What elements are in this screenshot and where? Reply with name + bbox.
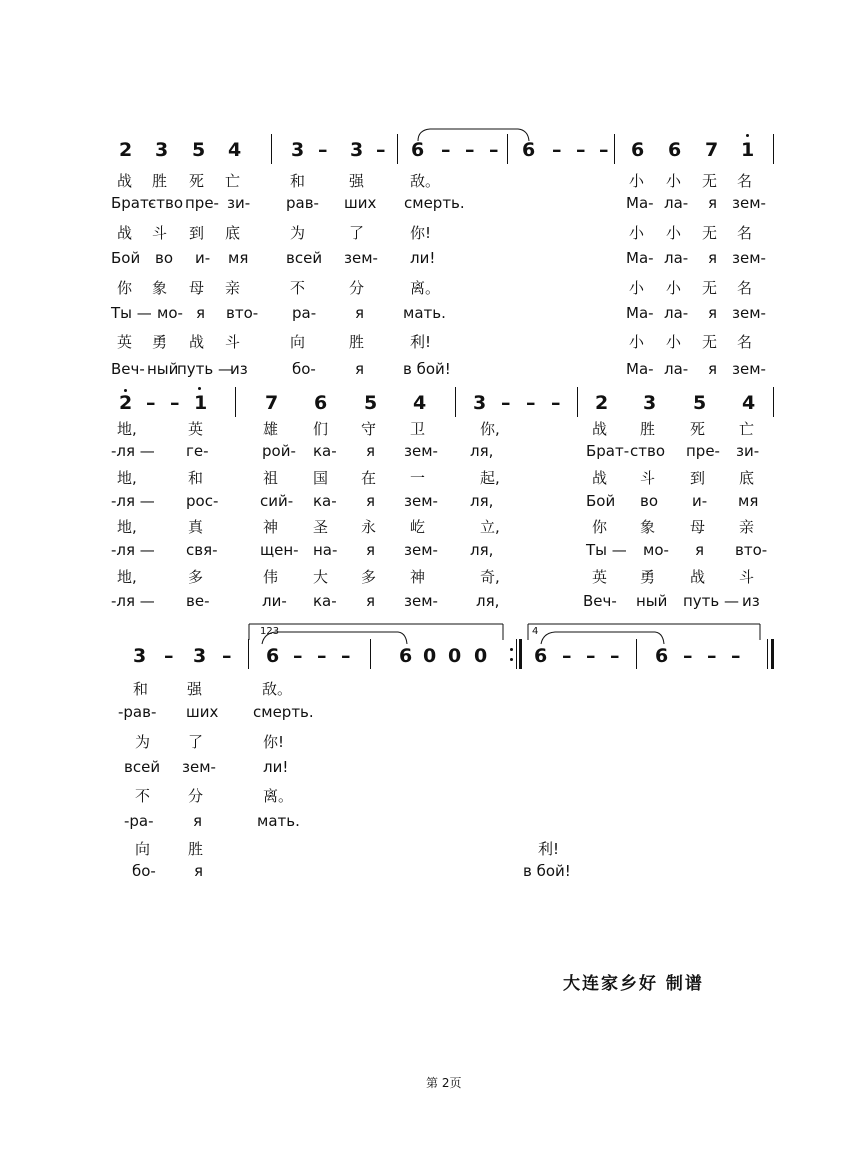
lyric: 地, xyxy=(117,469,137,487)
barline xyxy=(577,387,578,417)
note: – xyxy=(164,645,174,667)
lyric: ка- xyxy=(313,592,337,610)
note: – xyxy=(501,392,511,414)
lyric: 多 xyxy=(361,568,377,586)
lyric: я xyxy=(193,812,203,830)
lyric: ге- xyxy=(186,442,209,460)
lyric: 母 xyxy=(189,279,205,297)
lyric: 名 xyxy=(737,224,753,242)
note: 4 xyxy=(742,392,756,414)
note: 3 xyxy=(643,392,657,414)
note: – xyxy=(318,139,328,161)
lyric: зем- xyxy=(732,249,766,267)
lyric: и- xyxy=(692,492,708,510)
lyric: ших xyxy=(186,703,219,721)
note: – xyxy=(441,139,451,161)
lyric: 向 xyxy=(290,333,306,351)
lyric: я xyxy=(355,304,365,322)
lyric: бо- xyxy=(132,862,156,880)
barline xyxy=(370,639,371,669)
note: – xyxy=(731,645,741,667)
note: – xyxy=(146,392,156,414)
lyric: ли- xyxy=(262,592,287,610)
lyric: я xyxy=(708,249,718,267)
lyric: 立, xyxy=(480,518,500,536)
lyric: 胜 xyxy=(152,172,168,190)
lyric: я xyxy=(708,360,718,378)
lyric: 斗 xyxy=(739,568,755,586)
lyric: я xyxy=(708,304,718,322)
lyric: -ля — xyxy=(111,492,155,510)
note: – xyxy=(683,645,693,667)
lyric: я xyxy=(366,492,376,510)
lyric: ля, xyxy=(470,442,494,460)
lyric: 永 xyxy=(361,518,377,536)
lyric: зем- xyxy=(404,492,438,510)
lyric: 和 xyxy=(188,469,204,487)
volta-2-label: 4 xyxy=(532,626,539,637)
lyric: 敌。 xyxy=(262,680,293,698)
lyric: зем- xyxy=(404,541,438,559)
lyric: 小 xyxy=(629,224,645,242)
note: – xyxy=(293,645,303,667)
lyric: бо- xyxy=(292,360,316,378)
high-octave-dot xyxy=(746,134,749,137)
repeat-dot xyxy=(510,648,513,651)
note: 6 xyxy=(266,645,280,667)
note: 2 xyxy=(119,392,133,414)
final-barline-thick xyxy=(771,639,774,669)
lyric: мо- xyxy=(157,304,183,322)
lyric: всей xyxy=(124,758,161,776)
lyric: 圣 xyxy=(313,518,329,536)
lyric: Ма- xyxy=(626,360,654,378)
lyric: ла- xyxy=(664,249,689,267)
barline xyxy=(773,134,774,164)
lyric: -рав- xyxy=(118,703,157,721)
lyric: 小 xyxy=(666,333,682,351)
lyric: 战 xyxy=(189,333,205,351)
barline xyxy=(397,134,398,164)
lyric: мя xyxy=(228,249,249,267)
barline xyxy=(271,134,272,164)
barline xyxy=(636,639,637,669)
lyric: ла- xyxy=(664,194,689,212)
lyric: 敌。 xyxy=(410,172,441,190)
note: 4 xyxy=(228,139,242,161)
lyric: 你! xyxy=(410,224,432,242)
note: 4 xyxy=(413,392,427,414)
lyric: 象 xyxy=(152,279,168,297)
lyric: 不 xyxy=(135,787,151,805)
note: 3 xyxy=(155,139,169,161)
note: 1 xyxy=(194,392,208,414)
note: 0 xyxy=(474,645,488,667)
lyric: Бой xyxy=(586,492,616,510)
note: 3 xyxy=(133,645,147,667)
lyric: мо- xyxy=(643,541,669,559)
lyric: 胜 xyxy=(349,333,365,351)
barline xyxy=(614,134,615,164)
lyric: ли! xyxy=(410,249,436,267)
lyric: 和 xyxy=(133,680,149,698)
lyric: путь — xyxy=(683,592,740,610)
note: – xyxy=(222,645,232,667)
lyric: 伟 xyxy=(263,568,279,586)
lyric: 英 xyxy=(188,420,204,438)
lyric: 亲 xyxy=(225,279,241,297)
lyric: 分 xyxy=(349,279,365,297)
note: – xyxy=(489,139,499,161)
lyric: зем- xyxy=(732,194,766,212)
lyric: -ра- xyxy=(124,812,154,830)
note: – xyxy=(376,139,386,161)
lyric: 底 xyxy=(225,224,241,242)
lyric: 不 xyxy=(290,279,306,297)
lyric: 神 xyxy=(263,518,279,536)
repeat-dot xyxy=(510,658,513,661)
note: 2 xyxy=(595,392,609,414)
lyric: рав- xyxy=(286,194,319,212)
note: – xyxy=(465,139,475,161)
lyric: на- xyxy=(313,541,338,559)
lyric: 名 xyxy=(737,279,753,297)
lyric: 真 xyxy=(188,518,204,536)
note: 2 xyxy=(119,139,133,161)
lyric: Ты — xyxy=(111,304,152,322)
lyric: 名 xyxy=(737,333,753,351)
lyric: 底 xyxy=(739,469,755,487)
volta-1-label: 123 xyxy=(260,626,280,637)
lyric: пре- xyxy=(185,194,219,212)
lyric: рос- xyxy=(186,492,219,510)
note: – xyxy=(341,645,351,667)
note: 0 xyxy=(448,645,462,667)
note: 7 xyxy=(265,392,279,414)
lyric: 死 xyxy=(189,172,205,190)
note: 3 xyxy=(193,645,207,667)
lyric: зем- xyxy=(404,442,438,460)
lyric: 到 xyxy=(690,469,706,487)
lyric: смерть. xyxy=(253,703,314,721)
lyric: 小 xyxy=(629,333,645,351)
lyric: 死 xyxy=(690,420,706,438)
lyric: 亲 xyxy=(739,518,755,536)
lyric: 们 xyxy=(313,420,329,438)
lyric: 小 xyxy=(666,172,682,190)
lyric: Ты — xyxy=(586,541,627,559)
lyric: 战 xyxy=(117,224,133,242)
lyric: 战 xyxy=(690,568,706,586)
note: 6 xyxy=(655,645,669,667)
final-barline-thin xyxy=(767,639,768,669)
lyric: 了 xyxy=(188,733,204,751)
lyric: 利! xyxy=(410,333,432,351)
lyric: 向 xyxy=(135,840,151,858)
note: 7 xyxy=(705,139,719,161)
lyric: 奇, xyxy=(480,568,500,586)
lyric: ка- xyxy=(313,492,337,510)
lyric: всей xyxy=(286,249,323,267)
barline xyxy=(773,387,774,417)
note: 3 xyxy=(350,139,364,161)
lyric: зи- xyxy=(227,194,251,212)
note: – xyxy=(576,139,586,161)
lyric: зи- xyxy=(736,442,760,460)
lyric: 无 xyxy=(702,279,718,297)
lyric: 在 xyxy=(361,469,377,487)
lyric: Брат- xyxy=(586,442,630,460)
note: 6 xyxy=(631,139,645,161)
lyric: 了 xyxy=(349,224,365,242)
lyric: 斗 xyxy=(225,333,241,351)
lyric: зем- xyxy=(404,592,438,610)
note: 6 xyxy=(411,139,425,161)
lyric: вто- xyxy=(226,304,259,322)
note: – xyxy=(562,645,572,667)
lyric: 卫 xyxy=(410,420,426,438)
lyric: во xyxy=(155,249,174,267)
lyric: я xyxy=(708,194,718,212)
lyric: мя xyxy=(738,492,759,510)
lyric: -ля — xyxy=(111,541,155,559)
lyric: ра- xyxy=(292,304,317,322)
repeat-barline-thin xyxy=(516,639,517,669)
lyric: 战 xyxy=(117,172,133,190)
lyric: 无 xyxy=(702,172,718,190)
lyric: 斗 xyxy=(640,469,656,487)
lyric: Ма- xyxy=(626,194,654,212)
lyric: мать. xyxy=(403,304,446,322)
note: – xyxy=(552,139,562,161)
note: 1 xyxy=(741,139,755,161)
lyric: 强 xyxy=(349,172,365,190)
high-octave-dot xyxy=(124,389,127,392)
lyric: 母 xyxy=(690,518,706,536)
lyric: 地, xyxy=(117,568,137,586)
lyric: ли! xyxy=(263,758,289,776)
high-octave-dot xyxy=(198,387,201,390)
lyric: ла- xyxy=(664,360,689,378)
lyric: 国 xyxy=(313,469,329,487)
lyric: 屹 xyxy=(410,518,426,536)
barline xyxy=(235,387,236,417)
lyric: рой- xyxy=(262,442,296,460)
lyric: 战 xyxy=(592,420,608,438)
note: – xyxy=(551,392,561,414)
barline xyxy=(507,134,508,164)
note: 3 xyxy=(291,139,305,161)
note: – xyxy=(610,645,620,667)
lyric: я xyxy=(366,541,376,559)
note: – xyxy=(707,645,717,667)
lyric: вто- xyxy=(735,541,768,559)
lyric: я xyxy=(695,541,705,559)
lyric: 小 xyxy=(629,279,645,297)
lyric: зем- xyxy=(732,360,766,378)
lyric: 英 xyxy=(592,568,608,586)
lyric: Ма- xyxy=(626,304,654,322)
lyric: я xyxy=(366,442,376,460)
barline xyxy=(248,639,249,669)
lyric: 到 xyxy=(189,224,205,242)
lyric: 为 xyxy=(135,733,151,751)
note: 6 xyxy=(534,645,548,667)
lyric: 无 xyxy=(702,224,718,242)
note: 0 xyxy=(423,645,437,667)
note: 5 xyxy=(192,139,206,161)
lyric: 胜 xyxy=(640,420,656,438)
lyric: 小 xyxy=(666,279,682,297)
lyric: ла- xyxy=(664,304,689,322)
lyric: смерть. xyxy=(404,194,465,212)
lyric: -ля — xyxy=(111,442,155,460)
lyric: 亡 xyxy=(225,172,241,190)
lyric: зем- xyxy=(732,304,766,322)
lyric: 英 xyxy=(117,333,133,351)
lyric: ших xyxy=(344,194,377,212)
lyric: ный xyxy=(636,592,668,610)
lyric: 地, xyxy=(117,518,137,536)
note: – xyxy=(599,139,609,161)
lyric: ля, xyxy=(470,492,494,510)
lyric: 大 xyxy=(313,568,329,586)
lyric: 你 xyxy=(592,518,608,536)
lyric: ный xyxy=(147,360,179,378)
lyric: ля, xyxy=(470,541,494,559)
note: 6 xyxy=(668,139,682,161)
lyric: 离。 xyxy=(410,279,441,297)
lyric: зем- xyxy=(182,758,216,776)
note: – xyxy=(526,392,536,414)
lyric: 守 xyxy=(361,420,377,438)
lyric: в бой! xyxy=(523,862,571,880)
lyric: 小 xyxy=(629,172,645,190)
note: 5 xyxy=(693,392,707,414)
lyric: ство xyxy=(148,194,184,212)
lyric: свя- xyxy=(186,541,218,559)
lyric: 多 xyxy=(188,568,204,586)
lyric: из xyxy=(230,360,248,378)
lyric: 勇 xyxy=(640,568,656,586)
lyric: 无 xyxy=(702,333,718,351)
lyric: 战 xyxy=(592,469,608,487)
lyric: 起, xyxy=(480,469,500,487)
lyric: 你, xyxy=(480,420,500,438)
lyric: 胜 xyxy=(188,840,204,858)
lyric: ка- xyxy=(313,442,337,460)
barline xyxy=(455,387,456,417)
lyric: Веч- xyxy=(111,360,145,378)
lyric: 一 xyxy=(410,469,426,487)
lyric: ство xyxy=(630,442,666,460)
lyric: из xyxy=(742,592,760,610)
lyric: ве- xyxy=(186,592,210,610)
note: – xyxy=(170,392,180,414)
lyric: 强 xyxy=(187,680,203,698)
lyric: 和 xyxy=(290,172,306,190)
lyric: щен- xyxy=(260,541,299,559)
lyric: 神 xyxy=(410,568,426,586)
lyric: 亡 xyxy=(739,420,755,438)
lyric: 离。 xyxy=(263,787,294,805)
lyric: 利! xyxy=(538,840,560,858)
lyric: я xyxy=(355,360,365,378)
note: 6 xyxy=(314,392,328,414)
lyric: 斗 xyxy=(152,224,168,242)
lyric: путь — xyxy=(177,360,234,378)
lyric: -ля — xyxy=(111,592,155,610)
lyric: мать. xyxy=(257,812,300,830)
note: 3 xyxy=(473,392,487,414)
note: 6 xyxy=(522,139,536,161)
lyric: во xyxy=(640,492,659,510)
lyric: 你 xyxy=(117,279,133,297)
lyric: 勇 xyxy=(152,333,168,351)
lyric: Ма- xyxy=(626,249,654,267)
lyric: и- xyxy=(195,249,211,267)
lyric: сий- xyxy=(260,492,294,510)
lyric: 雄 xyxy=(263,420,279,438)
lyric: Веч- xyxy=(583,592,617,610)
lyric: ля, xyxy=(476,592,500,610)
lyric: 名 xyxy=(737,172,753,190)
lyric: 小 xyxy=(666,224,682,242)
lyric: Брат- xyxy=(111,194,155,212)
lyric: пре- xyxy=(686,442,720,460)
lyric: я xyxy=(196,304,206,322)
lyric: 你! xyxy=(263,733,285,751)
note: – xyxy=(586,645,596,667)
lyric: 地, xyxy=(117,420,137,438)
lyric: Бой xyxy=(111,249,141,267)
note: – xyxy=(317,645,327,667)
lyric: 象 xyxy=(640,518,656,536)
lyric: в бой! xyxy=(403,360,451,378)
lyric: я xyxy=(366,592,376,610)
note: 6 xyxy=(399,645,413,667)
page-number: 第 2页 xyxy=(426,1076,462,1090)
lyric: зем- xyxy=(344,249,378,267)
lyric: 祖 xyxy=(263,469,279,487)
lyric: 为 xyxy=(290,224,306,242)
credit: 大连家乡好 制谱 xyxy=(563,974,704,994)
lyric: я xyxy=(194,862,204,880)
note: 5 xyxy=(364,392,378,414)
repeat-barline-thick xyxy=(519,639,522,669)
lyric: 分 xyxy=(188,787,204,805)
